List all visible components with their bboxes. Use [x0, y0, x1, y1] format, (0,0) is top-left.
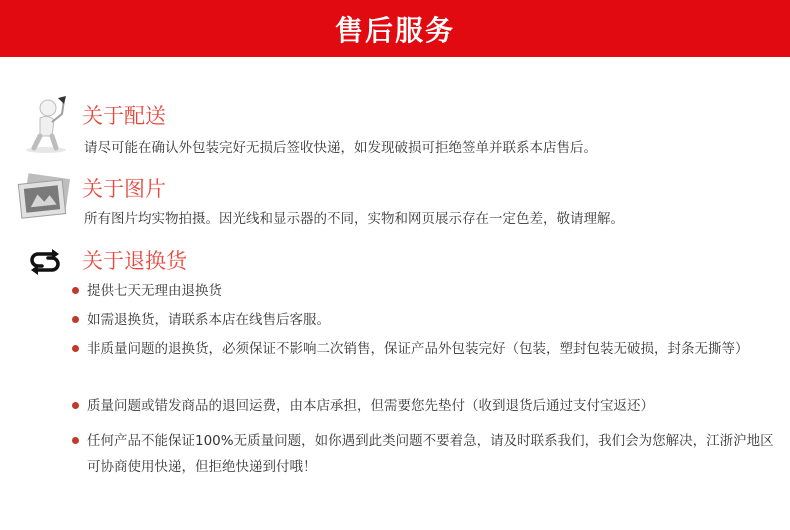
section-title: 关于图片	[82, 177, 166, 201]
list-item: 如需退换货，请联系本店在线售后客服。	[72, 307, 772, 333]
list-item: 提供七天无理由退换货	[72, 278, 772, 304]
list-item: 质量问题或错发商品的退回运费，由本店承担，但需要您先垫付（收到退货后通过支付宝返还）	[72, 393, 772, 419]
section-title: 关于配送	[82, 104, 166, 128]
list-item: 非质量问题的退换货，必须保证不影响二次销售，保证产品外包装完好（包装，塑封包装无破损，封条无撕等）	[72, 336, 772, 362]
bullet-dot	[72, 402, 79, 409]
bullet-dot	[72, 345, 79, 352]
section-title: 关于退换货	[82, 249, 187, 273]
bullet-dot	[72, 437, 79, 444]
header-banner	[0, 0, 790, 57]
photo-frame-icon	[16, 172, 72, 222]
section-text: 请尽可能在确认外包装完好无损后签收快递，如发现破损可拒绝签单并联系本店售后。	[84, 140, 597, 156]
list-item: 任何产品不能保证100%无质量问题，如你遇到此类问题不要着急，请及时联系我们，我们会为您解决，江浙沪地区可协商使用快递，但拒绝快递到付哦！	[72, 428, 772, 480]
exchange-arrows-icon	[26, 246, 64, 278]
section-text: 所有图片均实物拍摄。因光线和显示器的不同，实物和网页展示存在一定色差，敬请理解。	[84, 211, 624, 227]
bullet-dot	[72, 316, 79, 323]
bullet-dot	[72, 287, 79, 294]
page-title: 售后服务	[334, 13, 455, 47]
person-pushing-icon	[18, 92, 74, 154]
